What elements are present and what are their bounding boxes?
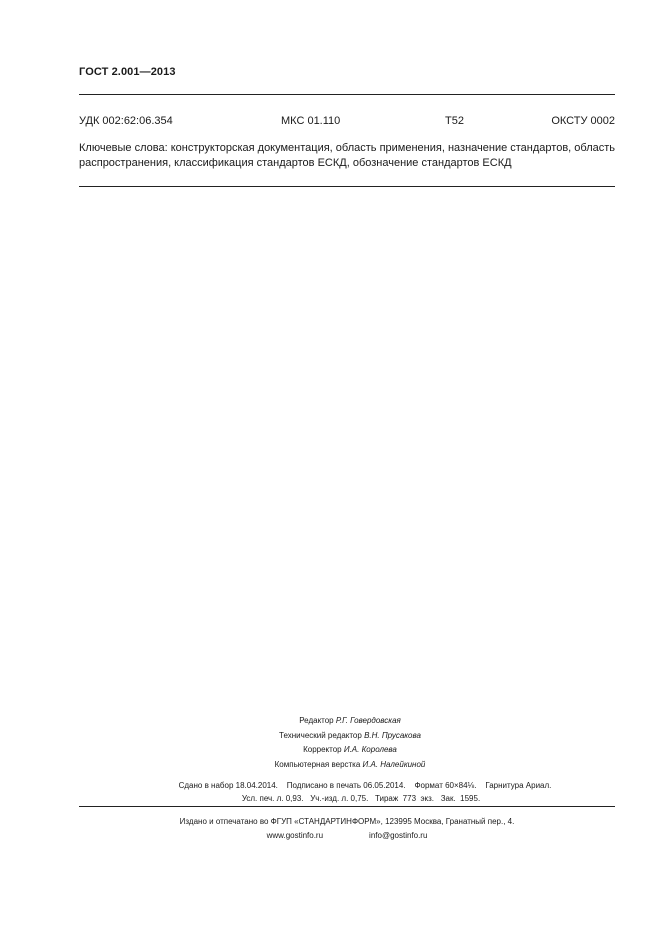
top-divider (79, 94, 615, 95)
credit-name: Р.Г. Говердовская (335, 716, 401, 725)
print-info-line: Сдано в набор 18.04.2014. Подписано в печать 06.05.2014. Формат 60×84⅛. Гарнитура Ариал. (178, 781, 552, 790)
publisher-address: Издано и отпечатано во ФГУП «СТАНДАРТИНФОРМ», 123995 Москва, Гранатный пер., 4. (179, 817, 515, 826)
credit-tech-editor (200, 729, 500, 744)
credit-layout (200, 758, 500, 773)
print-info-line: Усл. печ. л. 0,93. Уч.-изд. л. 0,75. Тираж 773 экз. Зак. 1595. (241, 794, 481, 803)
mks-code: МКС 01.110 (281, 115, 341, 127)
credit-proofreader (200, 743, 500, 758)
credit-editor (200, 714, 500, 729)
credit-label: Корректор (303, 745, 342, 754)
keywords-paragraph: Ключевые слова: конструкторская документация, область применения, назначение стандартов, область распространения, классификация стандартов ЕСКД, обозначение стандартов ЕСКД (79, 142, 616, 169)
t-code: Т52 (445, 115, 464, 127)
publisher-contacts (79, 829, 615, 843)
udk-code: УДК 002:62:06.354 (79, 115, 173, 127)
email-link[interactable]: info@gostinfo.ru (369, 831, 428, 840)
website-link[interactable]: www.gostinfo.ru (266, 831, 324, 840)
standard-code: ГОСТ 2.001—2013 (79, 66, 176, 78)
publisher-divider (79, 806, 615, 807)
classification-row (79, 115, 615, 129)
credits-block (200, 714, 500, 772)
publisher-block (79, 815, 615, 843)
credit-label: Редактор (299, 716, 334, 725)
keywords-divider (79, 186, 615, 187)
print-info-block (79, 779, 615, 805)
credit-name: И.А. Королева (343, 745, 397, 754)
credit-label: Технический редактор (279, 730, 362, 740)
credit-name: В.Н. Прусакова (364, 730, 421, 740)
oksty-code: ОКСТУ 0002 (551, 115, 615, 127)
credit-label: Компьютерная верстка (274, 759, 361, 769)
credit-name: И.А. Налейкиной (362, 759, 426, 769)
